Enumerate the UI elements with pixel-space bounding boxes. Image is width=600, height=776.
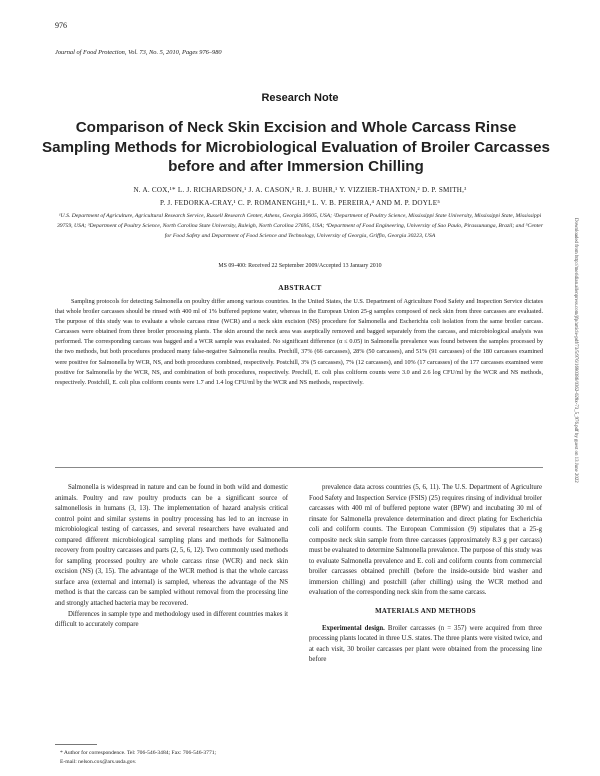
abstract-heading: ABSTRACT: [278, 283, 322, 292]
author-line-1: N. A. COX,¹* L. J. RICHARDSON,¹ J. A. CASON,¹ R. J. BUHR,¹ Y. VIZZIER-THAXTON,² D. P. SMITH,³: [133, 186, 467, 194]
abstract-text: Sampling protocols for detecting Salmonella on poultry differ among various countries. In the United States, the U.S. Department of Agriculture Food Safety and Inspection Service dictates that whole broiler carcasses should be rinsed with 400 ml of 1% buffered peptone water, whereas in the European Union 25-g samples composed of neck skin from three carcasses are evaluated. The purpose of this study was to evaluate a whole carcass rinse (WCR) and a neck skin excision (NS) procedure for Salmonella and Escherichia coli isolation from the same broiler carcass. Carcasses were obtained from three broiler processing plants. The skin around the neck area was aseptically removed and bagged separately from the carcass, and microbiological analysis was performed. The corresponding carcass was bagged and a WCR sample was evaluated. No significant difference (α ≤ 0.05) in Salmonella prevalence was found between the samples processed by the two methods, but both procedures produced many false-negative Salmonella results. Prechill, 37% (66 carcasses), 28% (50 carcasses), and 51% (91 carcasses) of the 180 carcasses examined were positive for Salmonella by WCR, NS, and both procedures combined, respectively. Postchill, 3% (5 carcasses), 7% (12 carcasses), and 10% (17 carcasses) of the 177 carcasses examined were positive for Salmonella by the WCR, NS, and combination of both procedures, respectively. Prechill, E. coli plus coliform counts were 3.0 and 2.6 log CFU/ml by the WCR and NS methods, respectively. Postchill, E. coli plus coliform counts were 1.7 and 1.4 log CFU/ml by the WCR and NS methods, respectively.: [55, 298, 543, 386]
article-type-label: Research Note: [261, 92, 339, 104]
body-paragraph: Differences in sample type and methodology used in different countries makes it difficult to accurately compare: [55, 610, 288, 629]
paragraph-text: Broiler carcasses (n = 357) were acquired from three processing plants located in three U.S. states. The three plants were visited twice, and at each visit, 30 broiler carcasses per plant were obtained from the processing line before: [309, 624, 543, 664]
manuscript-info: MS 09-400: Received 22 September 2009/Accepted 13 January 2010: [218, 263, 382, 269]
abstract-divider: [55, 467, 543, 468]
journal-citation: Journal of Food Protection, Vol. 73, No. 5, 2010, Pages 976–980: [55, 49, 222, 56]
body-paragraph: [309, 624, 542, 666]
affiliations: ¹U.S. Department of Agriculture, Agricultural Research Service, Russell Research Center, Athens, Georgia 30605, USA; ²Department of Poultry Science, Mississippi State University, Mississippi State, Mississippi 39759, USA; ³Department of Poultry Science, North Carolina State University, Raleigh, North Carolina 27695, USA; ⁴Department of Food Engineering, University of Sao Paulo, Pirassununga, Brazil; and ⁵Center for Food Safety and Department of Food Science and Technology, University of Georgia, Griffin, Georgia 30223, USA: [56, 213, 544, 239]
footnote: [55, 749, 285, 766]
run-in-heading: Experimental design.: [322, 624, 385, 632]
body-column-right: [309, 483, 542, 666]
section-heading: MATERIALS AND METHODS: [375, 608, 476, 616]
article-title: Comparison of Neck Skin Excision and Whole Carcass Rinse Sampling Methods for Microbiological Evaluation of Broiler Carcasses before and after Immersion Chilling: [41, 119, 551, 175]
download-watermark: Downloaded from http://meridian.allenpress.com/jfp/article-pdf/73/5/976/1680386/0362-028x-73_5_976.pdf by guest on 13 June 2022: [573, 218, 578, 483]
body-column-left: [55, 483, 288, 631]
page-number: 976: [55, 21, 67, 30]
footnote-line-1: * Author for correspondence. Tel: 706-546-3484; Fax: 706-546-3771;: [60, 750, 217, 756]
footnote-line-2: E-mail: nelson.cox@ars.usda.gov.: [60, 758, 137, 765]
body-paragraph: Salmonella is widespread in nature and can be found in both wild and domestic animals. Poultry and raw poultry products can be a significant source of salmonellosis in humans (3, 13). The implementation of hazard analysis critical control point and similar systems in poultry processing has led to an increase in microbiological testing of carcasses, and several researchers have evaluated and compared different microbiological sampling plans and methods for Salmonella recovery from poultry carcasses and parts (2, 5, 6, 12). Two commonly used methods for sampling processed poultry are whole carcass rinse (WCR) and neck skin excision (NS) (3, 15). The advantage of the WCR method is that the whole carcass surface area (external and internal) is sampled, whereas the advantage of the NS method is that the carcass can be sampled without removal from the processing line and strongly attached bacteria may be recovered.: [55, 484, 288, 608]
footnote-divider: [55, 744, 97, 745]
body-paragraph: prevalence data across countries (5, 6, 11). The U.S. Department of Agriculture Food Safety and Inspection Service (FSIS) (25) requires rinsing of individual broiler carcasses with 400 ml of buffered peptone water (BPW) and incubating 30 ml of rinsate for Salmonella prevalence determination and direct plating for Escherichia coli and coliform counts. The European Commission (9) stipulates that a 25-g composite neck skin sample from three carcasses (approximately 8.3 g per carcass) must be evaluated to determine Salmonella prevalence. The purpose of this study was to evaluate Salmonella prevalence and E. coli and coliform counts from commercial broiler carcasses obtained prechill (before the inside-outside bird washer and immersion chilling) and postchill (after chilling) using the WCR method and evaluation of the corresponding neck skin from the same carcass.: [309, 484, 542, 597]
author-line-2: P. J. FEDORKA-CRAY,¹ C. P. ROMANENGHI,⁴ L. V. B. PEREIRA,⁴ AND M. P. DOYLE⁵: [159, 199, 441, 207]
author-list: [60, 184, 540, 210]
